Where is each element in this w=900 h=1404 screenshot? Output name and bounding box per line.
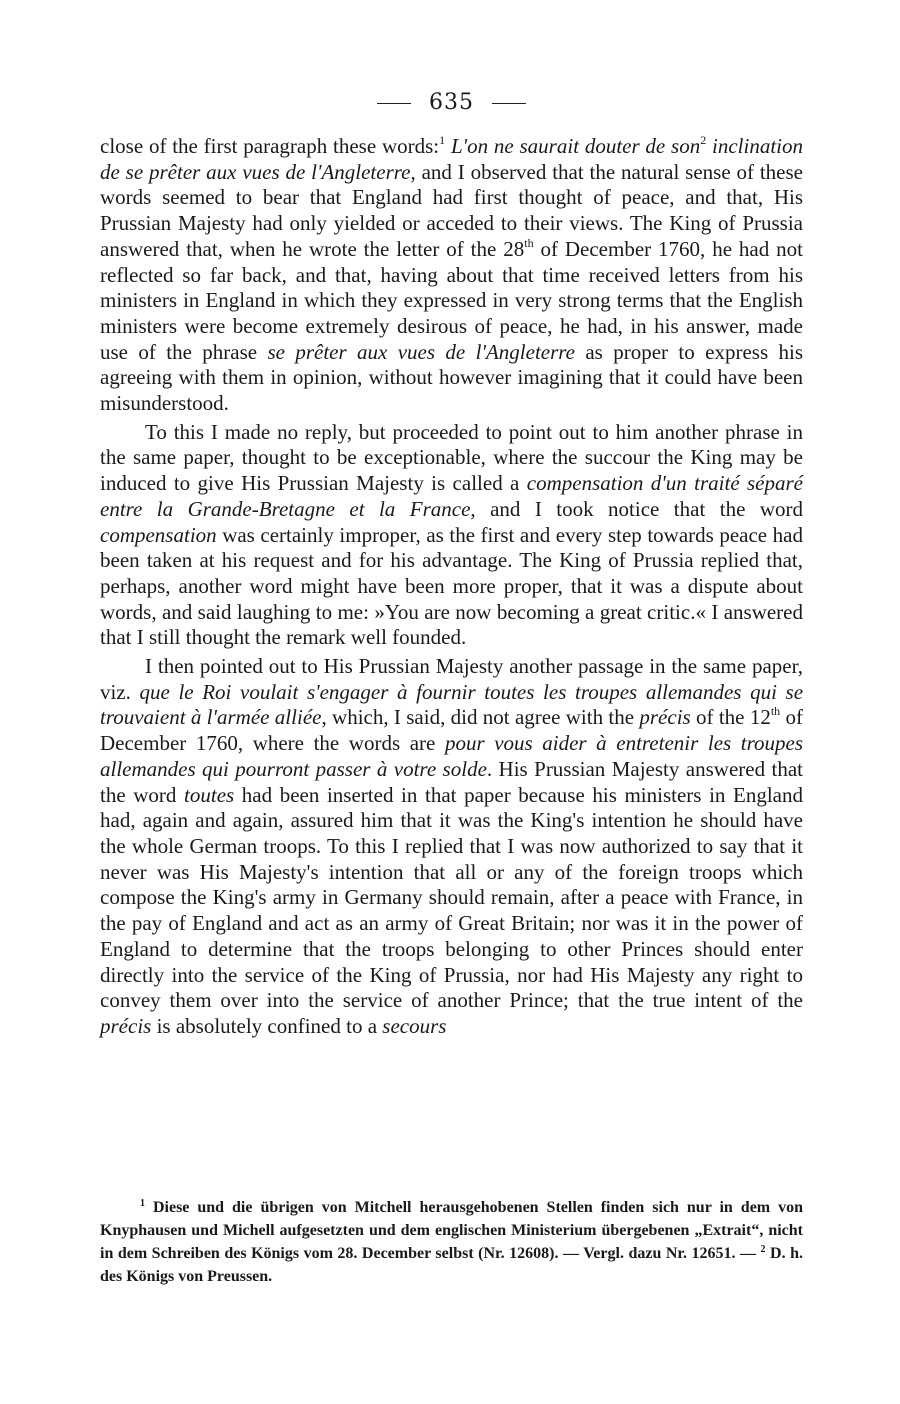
text-run: To this I made no reply, but proceeded to point out to him another phrase in the same paper, thought to be exceptionable, where the succour the King may be induced to give His Prussian Majesty is called a [100,419,803,496]
superscript-mark: th [770,704,781,719]
superscript-mark: 2 [700,133,707,147]
paragraph [100,420,803,651]
italic-phrase: toutes [184,782,235,807]
main-text [100,134,803,1040]
paragraph [100,134,803,417]
text-run: I then pointed out to His Prussian Majesty another passage in the same paper, viz. [100,654,803,704]
superscript-mark: 2 [760,1244,766,1255]
text-run: Diese und die übrigen von Mitchell herausgehobenen Stellen finden sich nur in dem von Knyphausen und Michell aufgesetzten und dem englischen Ministerium übergebenen „Extrait“, nicht in dem Schreiben des Königs vom 28. December selbst (Nr. 12608). — Vergl. dazu Nr. 12651. — [100,1199,803,1262]
italic-phrase: pour vous aider à entretenir les troupes allemandes qui pourront passer à votre solde [100,731,803,781]
superscript-mark: th [524,235,534,250]
italic-phrase: précis [639,705,691,730]
text-run: was certainly improper, as the first and every step towards peace had been taken at his request and for his advantage. The King of Prussia replied that, perhaps, another word might have been more proper, that it was a dispute about words, and said laughing to me: »You are now becoming a great critic.« I answered that I still thought the remark well founded. [100,522,803,650]
text-run: . His Prussian Majesty answered that the word [100,756,803,807]
header-rule-left [377,103,411,104]
italic-phrase: précis [100,1013,152,1038]
text-run: of December 1760, where the words are [100,705,803,756]
header-rule-right [492,103,526,104]
page-body [100,88,803,1040]
text-run: had been inserted in that paper because his ministers in England had, again and again, assured him that it was the King's intention he should have the whole German troops. To this I replied that I was now authorized to say that it never was His Majesty's intention that all or any of the foreign troops which compose the King's army in Germany should remain, after a peace with France, in the pay of England and act as an army of Great Britain; nor was it in the power of England to determine that the troops belonging to other Princes should enter directly into the service of the King of Prussia, nor had His Majesty any right to convey them over into the service of another Prince; that the true intent of the [100,782,803,1013]
italic-phrase: compensation [100,522,217,547]
text-run: close of the first paragraph these words: [100,134,440,158]
italic-phrase: L'on ne saurait douter de son [450,134,701,158]
superscript-mark: 1 [140,1198,145,1209]
text-run: , which, I said, did not agree with the [321,705,640,730]
text-run: of the 12 [690,705,771,730]
page-number: 635 [429,90,474,115]
text-run: of December 1760, he had not reflected so far back, and that, having about that time received letters from his ministers in England in which they expressed in very strong terms that the English ministers were become extremely desirous of peace, he had, in his answer, made use of the phrase [100,236,803,364]
text-run: D. h. des Königs von Preussen. [100,1245,804,1285]
italic-phrase: compensation d'un traité séparé entre la Grande-Bretagne et la France [100,471,803,521]
italic-phrase: que le Roi voulait s'engager à fournir toutes les troupes allemandes qui se trouvaient à l'armée alliée [100,679,804,730]
footnote-paragraph [100,1196,803,1288]
italic-phrase: se prêter aux vues de l'Angleterre [267,339,575,364]
italic-phrase: inclination de se prêter aux vues de l'Angleterre [100,134,804,184]
paragraph [100,654,803,1040]
text-run: , and I observed that the natural sense of these words seemed to bear that England had first thought of peace, and that, His Prussian Majesty had only yielded or acceded to their views. The King of Prussia answered that, when he wrote the letter of the 28 [100,159,803,261]
text-run: , and I took notice that the word [470,496,803,521]
footnotes [100,1196,803,1288]
page-header [100,88,803,122]
superscript-mark: 1 [439,133,446,147]
italic-phrase: secours [382,1013,447,1038]
text-run: is absolutely confined to a [151,1013,383,1038]
text-run: as proper to express his agreeing with them in opinion, without however imagining that it could have been misunderstood. [100,339,803,416]
